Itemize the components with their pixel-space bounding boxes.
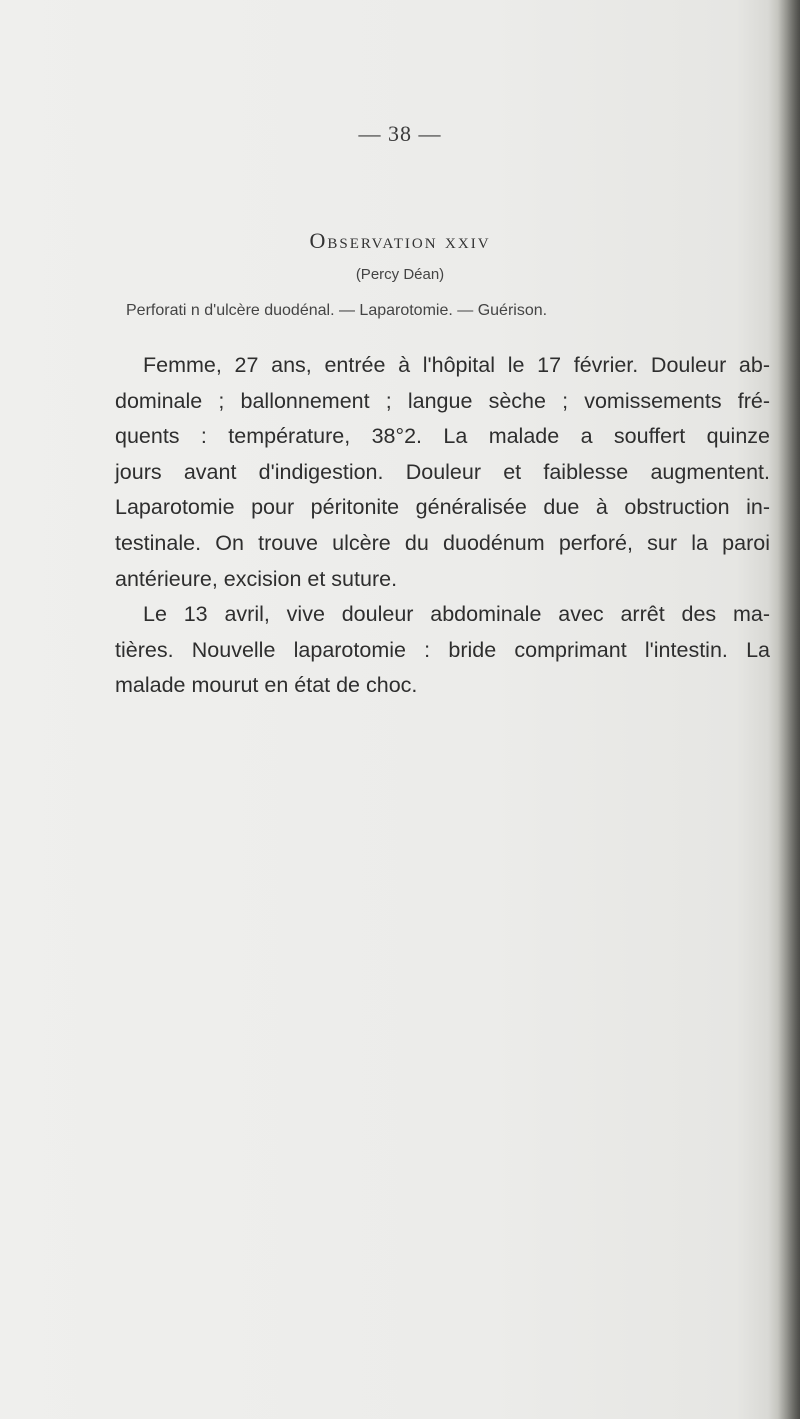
observation-title: Observation xxiv: [309, 228, 491, 253]
body-line: quents : température, 38°2. La malade a souffert quinze: [115, 424, 770, 449]
body-line: antérieure, excision et suture.: [115, 566, 398, 591]
body-line: jours avant d'indigestion. Douleur et faiblesse augmentent.: [115, 459, 770, 484]
body-line: malade mourut en état de choc.: [115, 673, 418, 698]
page-edge-shadow: [778, 0, 800, 1419]
body-line: Laparotomie pour péritonite généralisée due à obstruction in-: [115, 495, 770, 520]
body-line: dominale ; ballonnement ; langue sèche ; vomissements fré-: [115, 388, 770, 413]
observation-body: [115, 348, 770, 704]
observation-author: (Percy Déan): [355, 266, 445, 283]
body-line: Femme, 27 ans, entrée à l'hôpital le 17 février. Douleur ab-: [143, 353, 770, 377]
observation-subtitle: Perforati n d'ulcère duodénal. — Laparotomie. — Guérison.: [126, 302, 548, 319]
body-line: Le 13 avril, vive douleur abdominale avec arrêt des ma-: [143, 602, 770, 627]
page-number: — 38 —: [358, 121, 442, 146]
body-line: tières. Nouvelle laparotomie : bride comprimant l'intestin. La: [115, 637, 770, 662]
body-line: testinale. On trouve ulcère du duodénum perforé, sur la paroi: [115, 530, 770, 555]
